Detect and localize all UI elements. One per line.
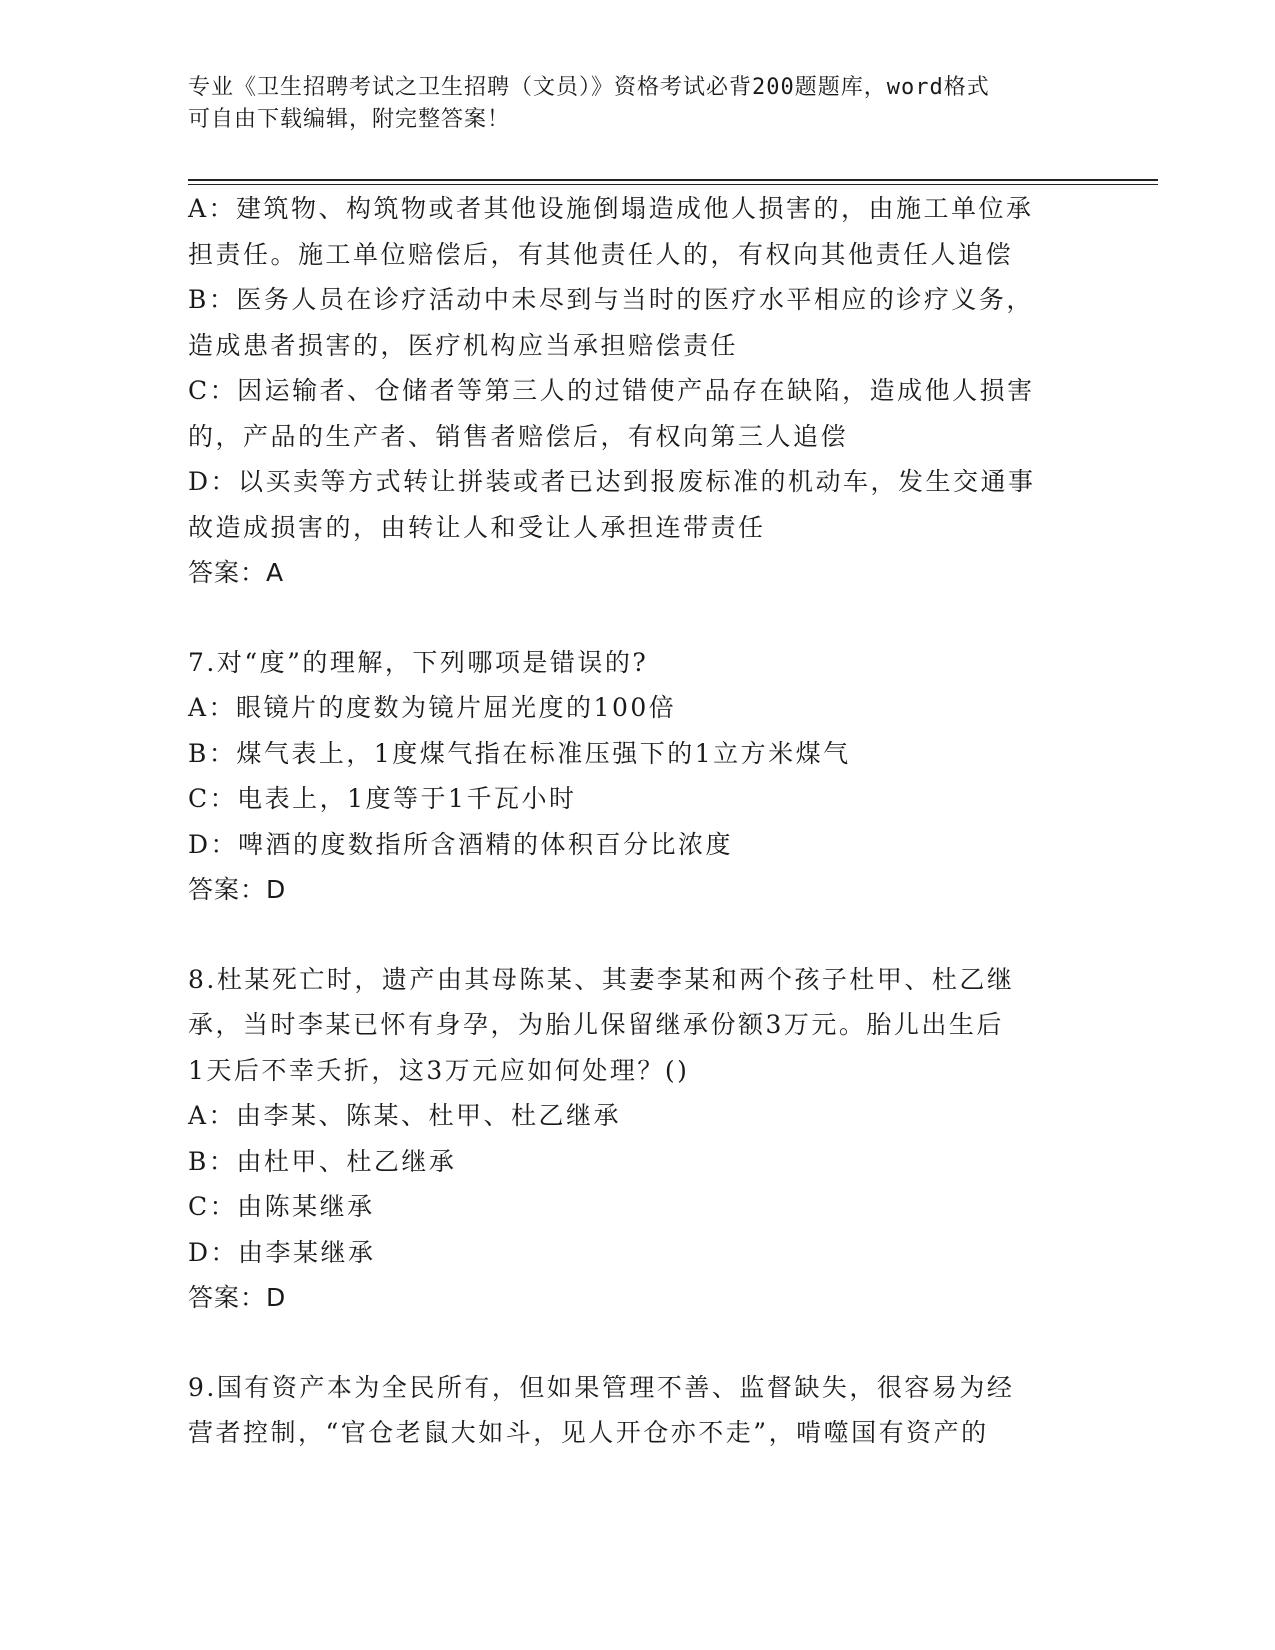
- question-6-continued: [188, 186, 1088, 596]
- option-a: A：眼镜片的度数为镜片屈光度的100倍: [188, 693, 677, 722]
- option-a-line-1: A：建筑物、构筑物或者其他设施倒塌造成他人损害的，由施工单位承: [188, 194, 1034, 223]
- header-line-1: 专业《卫生招聘考试之卫生招聘（文员）》资格考试必背200题题库，word格式: [188, 75, 990, 100]
- answer-line: 答案：D: [188, 875, 287, 904]
- question-stem-line-2: 营者控制，“官仓老鼠大如斗，见人开仓亦不走”，啃噬国有资产的: [188, 1418, 989, 1447]
- question-content: [188, 186, 1088, 1456]
- option-b: B：煤气表上，1度煤气指在标准压强下的1立方米煤气: [188, 738, 851, 768]
- option-b-line-2: 造成患者损害的，医疗机构应当承担赔偿责任: [188, 330, 739, 360]
- question-stem-line-1: 8.杜某死亡时，遗产由其母陈某、其妻李某和两个孩子杜甲、杜乙继: [188, 964, 1015, 994]
- option-d: D：啤酒的度数指所含酒精的体积百分比浓度: [188, 829, 734, 859]
- option-a-line-2: 担责任。施工单位赔偿后，有其他责任人的，有权向其他责任人追偿: [188, 239, 1014, 269]
- header-rule-thick: [188, 179, 1158, 181]
- option-c: C：电表上，1度等于1千瓦小时: [188, 784, 577, 813]
- question-stem-line-1: 9.国有资产本为全民所有，但如果管理不善、监督缺失，很容易为经: [188, 1372, 1015, 1402]
- option-d: D：由李某继承: [188, 1237, 376, 1267]
- option-a: A：由李某、陈某、杜甲、杜乙继承: [188, 1101, 622, 1130]
- answer-line: 答案：A: [188, 558, 285, 587]
- header-rule-thin: [188, 184, 1158, 185]
- option-c-line-1: C：因运输者、仓储者等第三人的过错使产品存在缺陷，造成他人损害: [188, 376, 1035, 405]
- option-d-line-1: D：以买卖等方式转让拼装或者已达到报废标准的机动车，发生交通事: [188, 467, 1036, 496]
- option-b-line-1: B：医务人员在诊疗活动中未尽到与当时的医疗水平相应的诊疗义务，: [188, 285, 1034, 314]
- option-c: C：由陈某继承: [188, 1192, 375, 1221]
- document-header: [188, 72, 1068, 136]
- header-line-2: 可自由下载编辑，附完整答案！: [188, 107, 511, 132]
- option-c-line-2: 的，产品的生产者、销售者赔偿后，有权向第三人追偿: [188, 421, 849, 451]
- question-stem-line-3: 1天后不幸夭折，这3万元应如何处理？(): [188, 1055, 690, 1085]
- question-8: [188, 957, 1088, 1321]
- answer-line: 答案：D: [188, 1283, 287, 1312]
- question-stem-line-2: 承，当时李某已怀有身孕，为胎儿保留继承份额3万元。胎儿出生后: [188, 1010, 1004, 1039]
- question-9: [188, 1365, 1088, 1456]
- option-d-line-2: 故造成损害的，由转让人和受让人承担连带责任: [188, 512, 766, 542]
- question-7: [188, 640, 1088, 913]
- option-b: B：由杜甲、杜乙继承: [188, 1146, 457, 1176]
- question-stem: 7.对“度”的理解，下列哪项是错误的?: [188, 647, 649, 677]
